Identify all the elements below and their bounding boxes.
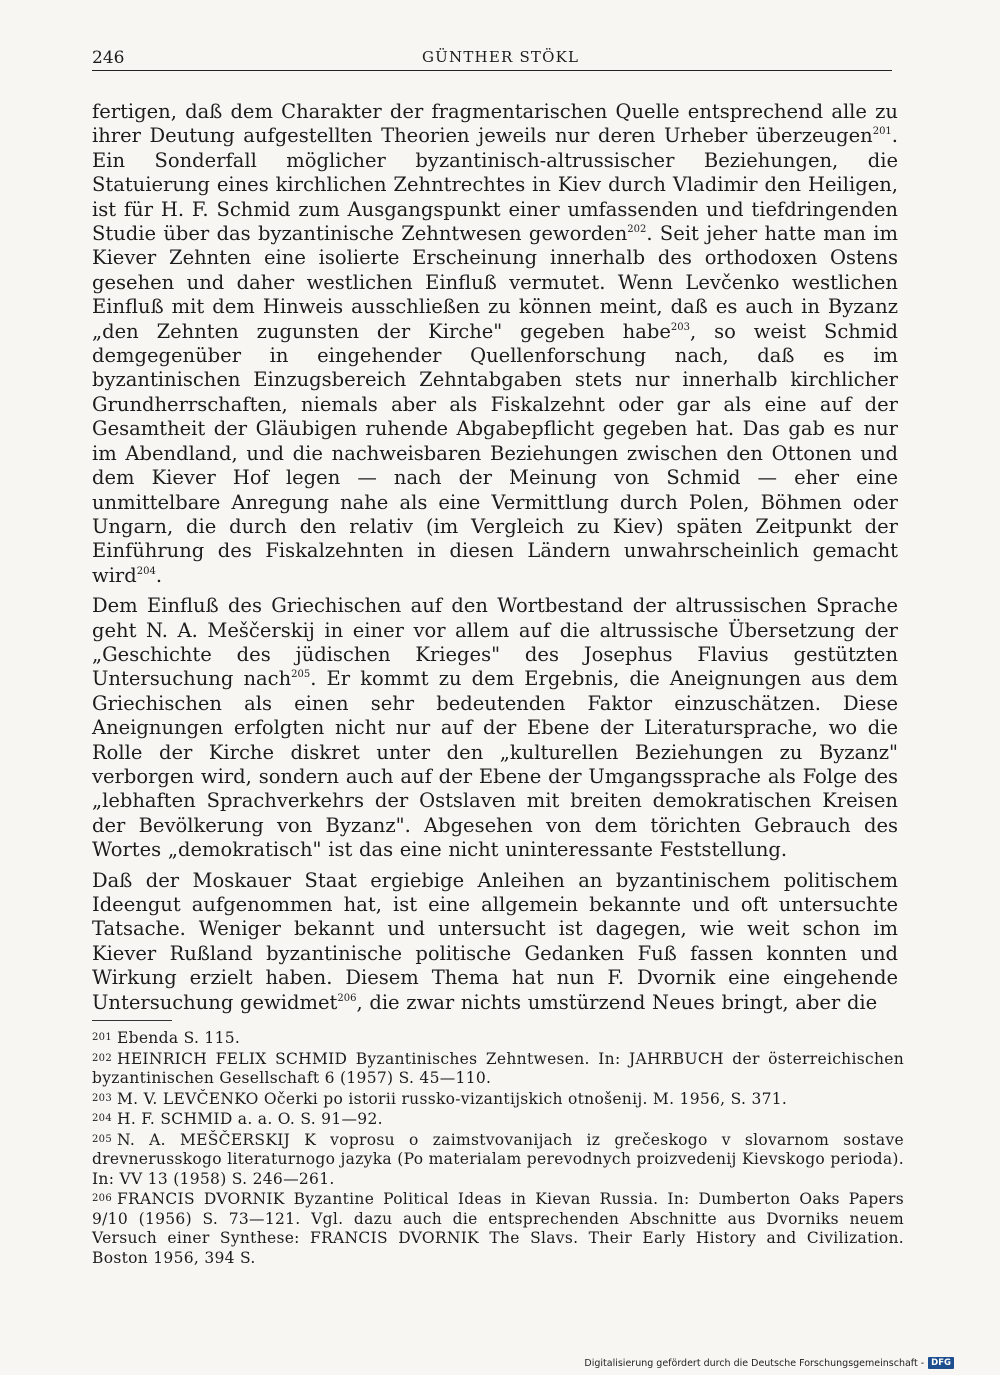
- funding-text: Digitalisierung gefördert durch die Deutsche Forschungsgemeinschaft -: [584, 1357, 925, 1369]
- paragraph-text: Daß der Moskauer Staat ergiebige Anleihen an byzantinischem politischem Ideengut aufgenommen hat, ist eine allgemein bekannte und oft untersuchte Tatsache. Weniger bekannt und untersucht ist dagegen, wie weit schon im Kiever Rußland byzantinische politische Gedanken Fuß fassen konnten und Wirkung erzielt haben. Diesem Thema hat nun F. Dvornik eine eingehende Untersuchung gewidmet: [92, 868, 898, 1014]
- footnote-text: M. V. LEVČENKO Očerki po istorii russko-vizantijskich otnošenij. M. 1956, S. 371.: [117, 1089, 788, 1108]
- footnote-text: Ebenda S. 115.: [117, 1029, 241, 1047]
- footnote-text: H. F. SCHMID a. a. O. S. 91—92.: [117, 1110, 383, 1128]
- paragraph-text: , die zwar nichts umstürzend Neues bringt, aber die: [356, 990, 878, 1014]
- footnote-ref: 205: [291, 669, 311, 681]
- footnote: [92, 1130, 904, 1190]
- footnote-number: 203: [92, 1092, 112, 1104]
- footnote-number: 201: [92, 1032, 112, 1043]
- paragraph: [92, 594, 898, 862]
- footnote: [92, 1109, 904, 1130]
- footnote: [92, 1189, 904, 1268]
- footnote-number: 204: [92, 1113, 112, 1124]
- footnote-ref: 206: [337, 992, 357, 1004]
- dfg-logo-icon: DFG: [928, 1357, 954, 1369]
- footnote-text: HEINRICH FELIX SCHMID Byzantinisches Zehntwesen. In: JAHRBUCH der österreichischen byzantinischen Gesellschaft 6 (1957) S. 45—110.: [92, 1049, 904, 1087]
- footnote: [92, 1089, 904, 1110]
- footnote-ref: 202: [627, 224, 647, 236]
- paragraph: [92, 869, 898, 1015]
- footnote-ref: 204: [136, 565, 156, 577]
- footnote: [92, 1049, 904, 1089]
- footnote-text: FRANCIS DVORNIK Byzantine Political Ideas in Kievan Russia. In: Dumberton Oaks Papers 9/10 (1956) S. 73—121. Vgl. dazu auch die entsprechenden Abschnitte aus Dvorniks neuem Versuch einer Synthese: FRANCIS DVORNIK The Slavs. Their Early History and Civilization. Boston 1956, 394 S.: [92, 1190, 904, 1267]
- footnote-ref: 201: [872, 126, 892, 138]
- paragraph-text: . Ein Sonderfall möglicher byzantinisch-altrussischer Beziehungen, die Statuierung eines kirchlichen Zehntrechtes in Kiev durch Vladimir den Heiligen, ist für H. F. Schmid zum Ausgangspunkt einer umfassenden und tiefdringenden Studie über das byzantinische Zehntwesen geworden: [92, 124, 898, 246]
- footnote-number: 205: [92, 1133, 112, 1145]
- footnote: [92, 1028, 904, 1049]
- paragraph-text: fertigen, daß dem Charakter der fragmentarischen Quelle entsprechend alle zu ihrer Deutung aufgestellten Theorien jeweils nur deren Urheber überzeugen: [92, 100, 898, 148]
- footnote-divider: [92, 1020, 172, 1021]
- footnote-number: 202: [92, 1052, 112, 1064]
- footnote-text: N. A. MEŠČERSKIJ K voprosu o zaimstvovanijach iz grečeskogo v slovarnom sostave drevnerusskogo literaturnogo jazyka (Po materialam perevodnych proizvedenij Kievskogo perioda). In: VV 13 (1958) S. 246—261.: [92, 1130, 904, 1188]
- paragraph: [92, 100, 898, 588]
- paragraph-text: .: [155, 563, 163, 587]
- footnotes: [92, 1028, 904, 1268]
- funding-note: [584, 1356, 954, 1370]
- page-header: [92, 48, 892, 71]
- body-text: [92, 100, 898, 1015]
- paragraph-text: . Seit jeher hatte man im Kiever Zehnten eine isolierte Erscheinung innerhalb des orthodoxen Ostens gesehen und daher westlichen Einfluß vermutet. Wenn Levčenko westlichen Einfluß mit dem Hinweis ausschließen zu können meint, daß es auch in Byzanz „den Zehnten zugunsten der Kirche" gegeben habe: [92, 222, 898, 343]
- running-head: GÜNTHER STÖKL: [422, 48, 580, 66]
- paragraph-text: , so weist Schmid demgegenüber in eingehender Quellenforschung nach, daß es im byzantinischen Einzugsbereich Zehntabgaben stets nur innerhalb kirchlicher Grundherrschaften, niemals aber als Fiskalzehnt oder gar als eine auf der Gesamtheit der Gläubigen ruhende Abgabepflicht gegeben hat. Das gab es nur im Abendland, und die nachweisbaren Beziehungen zwischen den Ottonen und dem Kiever Hof legen — nach der Meinung von Schmid — eher eine unmittelbare Anregung nahe als eine Vermittlung durch Polen, Böhmen oder Ungarn, die durch den relativ (im Vergleich zu Kiev) späten Zeitpunkt der Einführung des Fiskalzehnten in diesen Ländern unwahrscheinlich gemacht wird: [92, 319, 899, 587]
- page-number: 246: [92, 48, 125, 68]
- paragraph-text: Dem Einfluß des Griechischen auf den Wortbestand der altrussischen Sprache geht N. A. Meščerskij in einer vor allem auf die altrussische Übersetzung der „Geschichte des jüdischen Krieges" des Josephus Flavius gestützten Untersuchung nach: [92, 594, 898, 691]
- footnote-ref: 203: [670, 321, 690, 333]
- footnote-number: 206: [92, 1193, 112, 1204]
- paragraph-text: . Er kommt zu dem Ergebnis, die Aneignungen aus dem Griechischen als einen sehr bedeutenden Faktor einzuschätzen. Diese Aneignungen erfolgten nicht nur auf der Ebene der Literatursprache, wo die Rolle der Kirche diskret unter den „kulturellen Beziehungen zu Byzanz" verborgen wird, sondern auch auf der Ebene der Umgangssprache als Folge des „lebhaften Sprachverkehrs der Ostslaven mit breiten demokratischen Kreisen der Bevölkerung von Byzanz". Abgesehen von dem törichten Gebrauch des Wortes „demokratisch" ist das eine nicht uninteressante Feststellung.: [92, 667, 898, 862]
